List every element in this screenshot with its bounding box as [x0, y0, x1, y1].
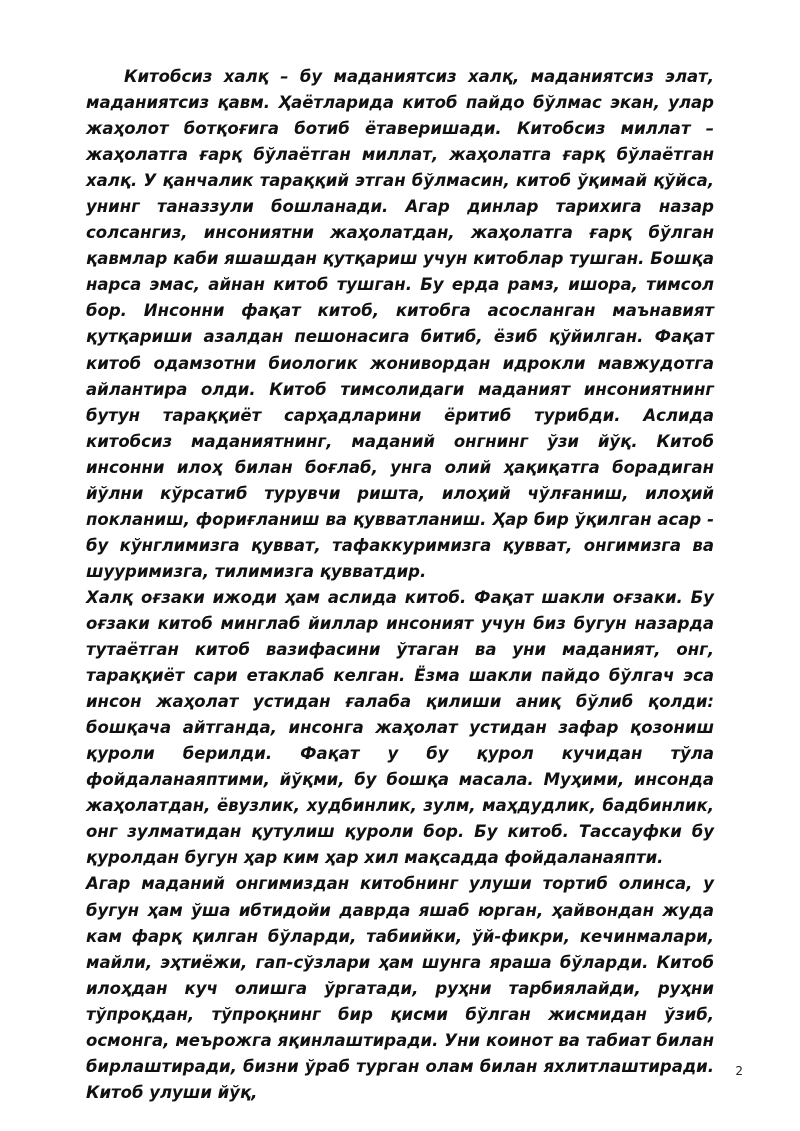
page-number: 2 [735, 1064, 743, 1078]
body-text [86, 64, 714, 1106]
paragraph-1: Китобсиз халқ – бу маданиятсиз халқ, маданиятсиз элат, маданиятсиз қавм. Ҳаётларида китоб пайдо бўлмас экан, улар жаҳолот ботқоғига ботиб ётаверишади. Китобсиз миллат – жаҳолатга ғарқ бўлаётган миллат, жаҳолатга ғарқ бўлаётган халқ. У қанчалик тараққий этган бўлмасин, китоб ўқимай қўйса, унинг таназзули бошланади. Агар динлар тарихига назар солсангиз, инсониятни жаҳолатдан, жаҳолатга ғарқ бўлган қавмлар каби яшашдан қутқариш учун китоблар тушган. Бошқа нарса эмас, айнан китоб тушган. Бу ерда рамз, ишора, тимсол бор. Инсонни фақат китоб, китобга асосланган маънавият қутқариши азалдан пешонасига битиб, ёзиб қўйилган. Фақат китоб одамзотни биологик жонивордан идрокли мавжудотга айлантира олди. Китоб тимсолидаги маданият инсониятнинг бутун тараққиёт сарҳадларини ёритиб турибди. Аслида китобсиз маданиятнинг, маданий онгнинг ўзи йўқ. Китоб инсонни илоҳ билан боғлаб, унга олий ҳақиқатга борадиган йўлни кўрсатиб турувчи ришта, илоҳий чўлғаниш, илоҳий покланиш, фориғланиш ва қувватланиш. Ҳар бир ўқилган асар - бу кўнглимизга қувват, тафаккуримизга қувват, онгимизга ва шууримизга, тилимизга қувватдир. [86, 67, 714, 581]
paragraph-2: Халқ оғзаки ижоди ҳам аслида китоб. Фақат шакли оғзаки. Бу оғзаки китоб минглаб йиллар инсоният учун биз бугун назарда тутаётган китоб вазифасини ўтаган ва уни маданият, онг, тараққиёт сари етаклаб келган. Ёзма шакли пайдо бўлгач эса инсон жаҳолат устидан ғалаба қилиши аниқ бўлиб қолди: бошқача айтганда, инсонга жаҳолат устидан зафар қозониш қуроли берилди. Фақат у бу қурол кучидан тўла фойдаланаяптими, йўқми, бу бошқа масала. Муҳими, инсонда жаҳолатдан, ёвузлик, худбинлик, зулм, маҳдудлик, бадбинлик, онг зулматидан қутулиш қуроли бор. Бу китоб. Тассауфки бу қуролдан бугун ҳар ким ҳар хил мақсадда фойдаланаяпти. [86, 587, 714, 868]
paragraph-3: Агар маданий онгимиздан китобнинг улуши тортиб олинса, у бугун ҳам ўша ибтидойи даврда яшаб юрган, ҳайвондан жуда кам фарқ қилган бўларди, табиийки, ўй-фикри, кечинмалари, майли, эҳтиёжи, гап-сўзлари ҳам шунга яраша бўларди. Китоб илоҳдан куч олишга ўргатади, руҳни тарбиялайди, руҳни тўпроқдан, тўпроқнинг бир қисми бўлган жисмидан ўзиб, осмонга, меърожга яқинлаштиради. Уни коинот ва табиат билан бирлаштиради, бизни ўраб турган олам билан яхлитлаштиради. Китоб улуши йўқ, [86, 874, 714, 1102]
